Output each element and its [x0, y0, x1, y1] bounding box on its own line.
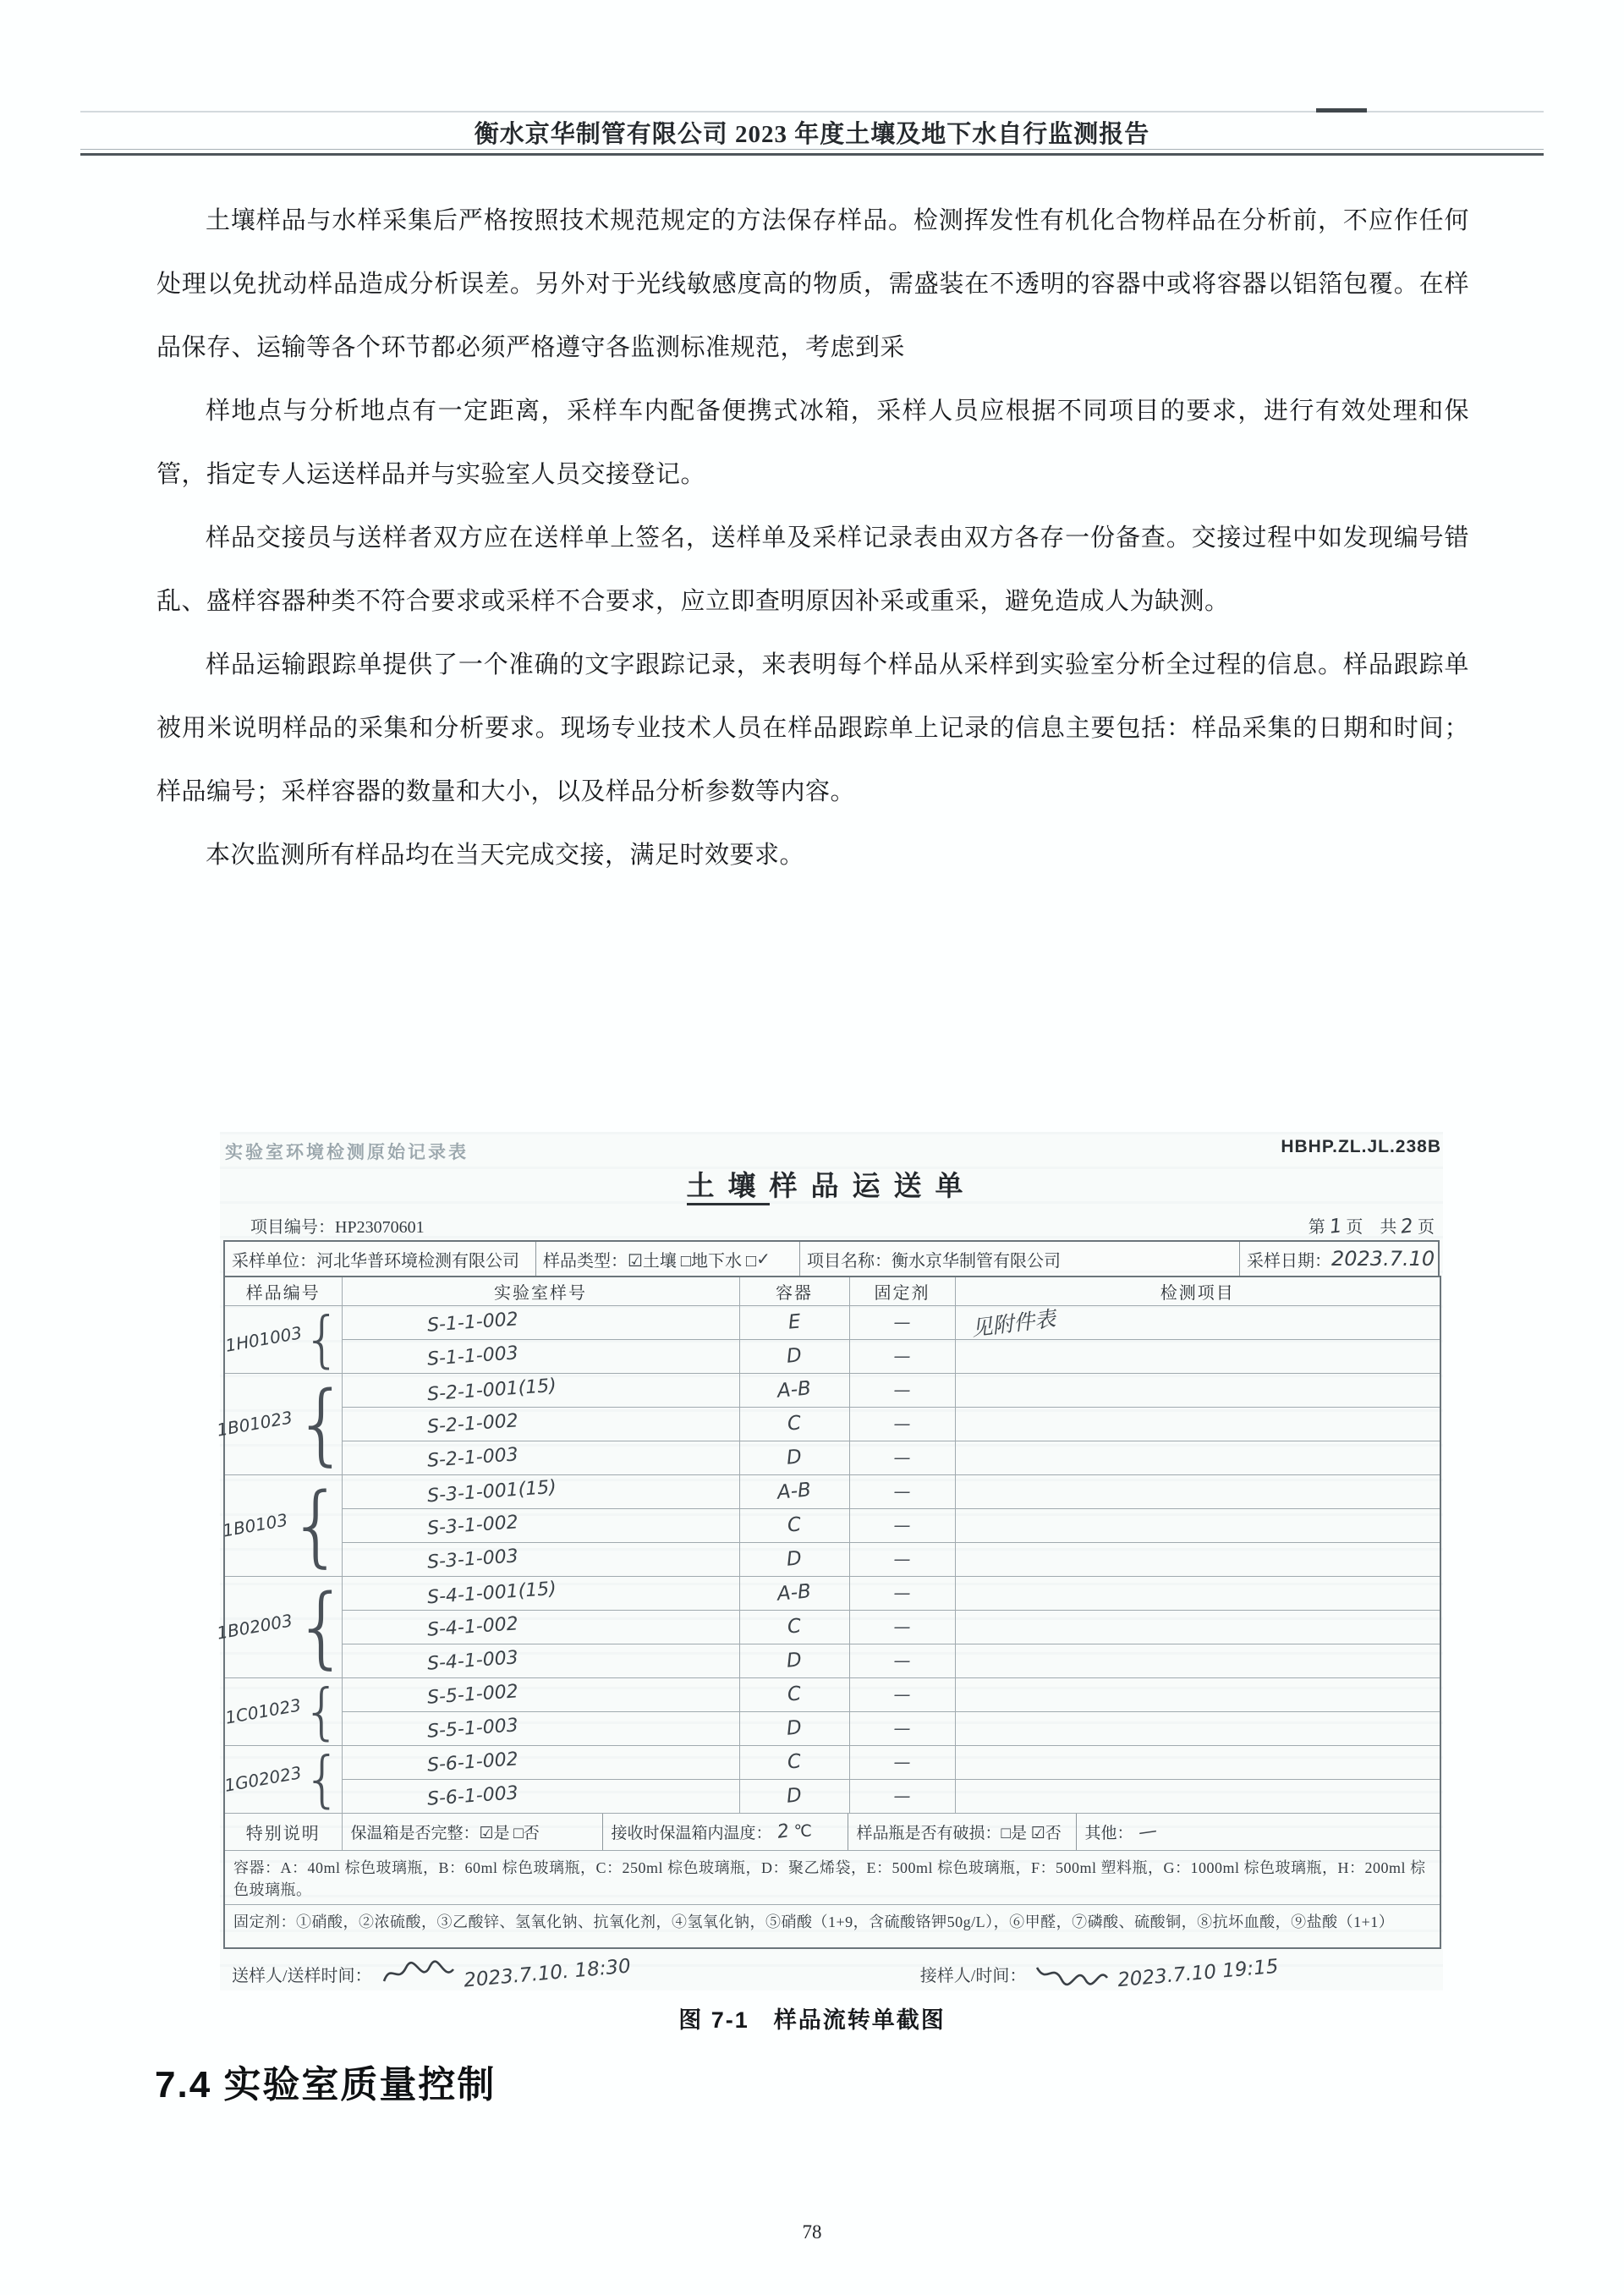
- fixative-cell: —: [849, 1508, 955, 1542]
- sample-table: [215, 1276, 1441, 1949]
- container-cell: C: [739, 1677, 849, 1711]
- page-info-total-hw: 2: [1400, 1215, 1415, 1238]
- detect-items-cell: [955, 1576, 1440, 1610]
- sample-id-group-cell: [224, 1677, 342, 1745]
- detect-items-cell: [955, 1542, 1440, 1576]
- table-row: [224, 1508, 1440, 1542]
- detect-items-cell: [955, 1407, 1440, 1441]
- other-note: [1077, 1814, 1440, 1850]
- table-row: [224, 1711, 1440, 1745]
- lab-no-cell: S-2-1-003: [342, 1441, 739, 1474]
- table-row: [224, 1745, 1440, 1779]
- table-row: [224, 1373, 1440, 1407]
- group-brace: {: [294, 1372, 350, 1475]
- fixative-cell: —: [849, 1373, 955, 1407]
- table-row: [224, 1576, 1440, 1610]
- sampling-date-label: 采样日期：: [1247, 1251, 1331, 1271]
- col-fixative: 固定剂: [849, 1277, 955, 1305]
- container-cell: D: [739, 1711, 849, 1745]
- container-cell: D: [739, 1644, 849, 1677]
- sample-id-handwritten: 1B01023: [215, 1407, 294, 1441]
- form-info-row: [223, 1240, 1440, 1276]
- receiver-label: 接样人/时间：: [919, 1966, 1027, 1985]
- fixative-cell: —: [849, 1610, 955, 1644]
- sample-id-group-cell: [224, 1305, 342, 1373]
- sender-signature-block: [232, 1955, 632, 1992]
- lab-no-cell: S-5-1-003: [342, 1711, 739, 1745]
- group-brace: {: [288, 1474, 345, 1577]
- lab-no-cell: S-3-1-002: [342, 1508, 739, 1542]
- page-info-post: 页: [1418, 1218, 1435, 1237]
- lab-no-cell: S-1-1-003: [342, 1339, 739, 1373]
- container-cell: E: [739, 1305, 849, 1339]
- receiver-datetime-handwritten: 2023.7.10 19:15: [1116, 1955, 1280, 1992]
- sample-id-group-cell: [224, 1745, 342, 1813]
- fixative-cell: —: [849, 1339, 955, 1373]
- sample-id-group-cell: [221, 1474, 345, 1577]
- paragraph: 样品运输跟踪单提供了一个准确的文字跟踪记录，来表明每个样品从采样到实验室分析全过程的信息。样品跟踪单被用米说明样品的采集和分析要求。现场专业技术人员在样品跟踪单上记录的信息主要包括：样品采集的日期和时间；样品编号；采样容器的数量和大小，以及样品分析参数等内容。: [156, 651, 1469, 805]
- lab-no-cell: S-4-1-001(15): [342, 1576, 739, 1610]
- paragraph: 本次监测所有样品均在当天完成交接，满足时效要求。: [206, 842, 805, 869]
- detect-items-cell: [955, 1677, 1440, 1711]
- col-items: 检测项目: [955, 1277, 1440, 1305]
- lab-no-cell: S-6-1-002: [342, 1745, 739, 1779]
- container-cell: D: [739, 1542, 849, 1576]
- header-scan-dash: [1316, 108, 1367, 113]
- scanned-sample-transport-form: [215, 1132, 1443, 1992]
- sender-label: 送样人/送样时间：: [232, 1966, 372, 1985]
- sample-type-handwritten-check: ✓: [756, 1249, 771, 1269]
- special-note-label: 特别说明: [224, 1813, 342, 1850]
- header-rule-thin: [80, 149, 1544, 150]
- receiver-signature-block: [919, 1955, 1280, 1992]
- detect-items-cell: [955, 1474, 1440, 1508]
- container-cell: C: [739, 1508, 849, 1542]
- container-cell: C: [739, 1407, 849, 1441]
- temperature-unit: ℃: [793, 1822, 812, 1841]
- sampling-date-cell: [1240, 1242, 1438, 1276]
- lab-no-cell: S-4-1-002: [342, 1610, 739, 1644]
- fixative-cell: —: [849, 1677, 955, 1711]
- other-label: 其他：: [1084, 1824, 1133, 1842]
- col-sample-id: 样品编号: [224, 1277, 342, 1305]
- lab-no-cell: S-6-1-003: [342, 1779, 739, 1813]
- sample-type-text: 样品类型：☑土壤 □地下水 □: [543, 1251, 757, 1271]
- detect-items-cell: [955, 1441, 1440, 1474]
- paragraph: 土壤样品与水样采集后严格按照技术规范规定的方法保存样品。检测挥发性有机化合物样品在分析前，不应作任何处理以免扰动样品造成分析误差。另外对于光线敏感度高的物质，需盛装在不透明的容器中或将容器以铝箔包覆。在样品保存、运输等各个环节都必须严格遵守各监测标准规范，考虑到采: [156, 207, 1469, 361]
- sample-type-cell: [536, 1242, 800, 1276]
- detect-items-cell: [955, 1644, 1440, 1677]
- special-note-row: [224, 1813, 1440, 1850]
- fixative-cell: —: [849, 1542, 955, 1576]
- table-row: [224, 1339, 1440, 1373]
- paragraph: 样地点与分析地点有一定距离，采样车内配备便携式冰箱，采样人员应根据不同项目的要求，进行有效处理和保管，指定专人运送样品并与实验室人员交接登记。: [156, 398, 1469, 488]
- lab-no-cell: S-2-1-002: [342, 1407, 739, 1441]
- form-title: [220, 1164, 1443, 1204]
- project-number: 项目编号：HP23070601: [250, 1218, 425, 1237]
- detect-items-cell: [955, 1779, 1440, 1813]
- sender-signature-scribble: [379, 1959, 457, 1988]
- detect-items-cell: [955, 1508, 1440, 1542]
- table-row: [224, 1407, 1440, 1441]
- lab-no-cell: S-1-1-002: [342, 1305, 739, 1339]
- table-row: [224, 1779, 1440, 1813]
- container-cell: C: [739, 1610, 849, 1644]
- fixative-legend: 固定剂：①硝酸，②浓硫酸，③乙酸锌、氢氧化钠、抗氧化剂，④氢氧化钠，⑤硝酸（1+9，含硫酸铬钾50g/L），⑥甲醛，⑦磷酸、硫酸铜，⑧抗坏血酸，⑨盐酸（1+1）: [224, 1904, 1440, 1948]
- table-row: [224, 1474, 1440, 1508]
- bottle-damage: 样品瓶是否有破损：□是 ☑否: [848, 1814, 1077, 1850]
- table-row: [224, 1677, 1440, 1711]
- fixative-cell: —: [849, 1779, 955, 1813]
- col-lab-no: 实验室样号: [342, 1277, 739, 1305]
- container-cell: A-B: [739, 1474, 849, 1508]
- sampling-unit-cell: 采样单位：河北华普环境检测有限公司: [225, 1242, 536, 1276]
- container-cell: D: [739, 1441, 849, 1474]
- form-project-row: [250, 1213, 1435, 1238]
- fixative-cell: —: [849, 1576, 955, 1610]
- receiver-signature-scribble: [1033, 1959, 1111, 1988]
- container-legend: 容器：A：40ml 棕色玻璃瓶，B：60ml 棕色玻璃瓶，C：250ml 棕色玻璃瓶，D：聚乙烯袋，E：500ml 棕色玻璃瓶，F：500ml 塑料瓶，G：1000ml 棕色玻璃瓶，H：200ml 棕色玻璃瓶。: [224, 1850, 1440, 1904]
- group-brace: {: [303, 1304, 342, 1375]
- container-cell: A-B: [739, 1373, 849, 1407]
- sample-id-handwritten: 1B02003: [215, 1610, 294, 1644]
- cooler-integrity: 保温箱是否完整：☑是 □否: [343, 1814, 603, 1850]
- page-number: 78: [802, 2221, 822, 2243]
- fixative-legend-row: [224, 1904, 1440, 1948]
- fixative-cell: —: [849, 1407, 955, 1441]
- group-brace: {: [294, 1575, 350, 1678]
- sample-table-header-row: [224, 1277, 1440, 1305]
- container-cell: D: [739, 1779, 849, 1813]
- lab-no-cell: S-2-1-001(15): [342, 1373, 739, 1407]
- sender-datetime-handwritten: 2023.7.10. 18:30: [462, 1955, 632, 1992]
- lab-no-cell: S-4-1-003: [342, 1644, 739, 1677]
- table-row: [224, 1610, 1440, 1644]
- container-cell: A-B: [739, 1576, 849, 1610]
- sample-id-handwritten: 1C01023: [223, 1694, 303, 1728]
- project-name-cell: 项目名称：衡水京华制管有限公司: [800, 1242, 1240, 1276]
- detect-items-cell: [955, 1373, 1440, 1407]
- fixative-cell: —: [849, 1441, 955, 1474]
- temperature-handwritten: 2: [775, 1820, 791, 1843]
- running-header-title: 衡水京华制管有限公司 2023 年度土壤及地下水自行监测报告: [474, 121, 1150, 148]
- detect-items-cell: [955, 1711, 1440, 1745]
- fixative-cell: —: [849, 1305, 955, 1339]
- lab-no-cell: S-5-1-002: [342, 1677, 739, 1711]
- group-brace: {: [303, 1743, 343, 1815]
- form-doc-label: 实验室环境检测原始记录表: [225, 1142, 469, 1162]
- lab-no-cell: S-3-1-003: [342, 1542, 739, 1576]
- sample-id-group-cell: [215, 1575, 350, 1678]
- detect-items-cell: [955, 1610, 1440, 1644]
- sample-id-group-cell: [215, 1372, 350, 1475]
- table-row: [224, 1644, 1440, 1677]
- cooler-temperature: [603, 1814, 848, 1850]
- page-info-pre: 第: [1308, 1218, 1325, 1237]
- fixative-cell: —: [849, 1711, 955, 1745]
- group-brace: {: [302, 1676, 342, 1747]
- fixative-cell: —: [849, 1474, 955, 1508]
- form-title-rest: 样品运送单: [769, 1172, 977, 1202]
- table-row: [224, 1542, 1440, 1576]
- form-doc-code: HBHP.ZL.JL.238B: [1281, 1137, 1441, 1156]
- form-page-info: [1309, 1213, 1435, 1238]
- section-heading: 7.4 实验室质量控制: [155, 2064, 497, 2106]
- special-note-content: [342, 1813, 1440, 1850]
- sampling-date-handwritten: 2023.7.10: [1331, 1247, 1435, 1271]
- lab-no-cell: S-3-1-001(15): [342, 1474, 739, 1508]
- col-container: 容器: [739, 1277, 849, 1305]
- detect-items-cell: [955, 1339, 1440, 1373]
- container-legend-row: [224, 1850, 1440, 1904]
- container-cell: D: [739, 1339, 849, 1373]
- fixative-cell: —: [849, 1644, 955, 1677]
- paragraph: 样品交接员与送样者双方应在送样单上签名，送样单及采样记录表由双方各存一份备查。交接过程中如发现编号错乱、盛样容器种类不符合要求或采样不合要求，应立即查明原因补采或重采，避免造成人为缺测。: [156, 524, 1469, 615]
- page-info-current-hw: 1: [1328, 1215, 1343, 1238]
- table-row: [224, 1305, 1440, 1339]
- form-title-underlined: 土壤: [687, 1172, 770, 1205]
- header-rule-thick: [80, 153, 1544, 156]
- signature-row: [232, 1955, 1431, 1992]
- table-row: [224, 1441, 1440, 1474]
- sample-id-handwritten: 1B0103: [221, 1509, 289, 1541]
- container-cell: C: [739, 1745, 849, 1779]
- temperature-label: 接收时保温箱内温度：: [611, 1824, 772, 1842]
- figure-caption: 图 7-1 样品流转单截图: [678, 2007, 946, 2033]
- detect-items-cell: 见附件表: [955, 1305, 1440, 1339]
- sample-id-handwritten: 1H01003: [223, 1322, 304, 1356]
- page-info-mid: 页 共: [1346, 1218, 1397, 1237]
- fixative-cell: —: [849, 1745, 955, 1779]
- detect-items-cell: [955, 1745, 1440, 1779]
- body-text: [156, 189, 1469, 887]
- other-handwritten: —: [1136, 1820, 1159, 1843]
- sample-id-handwritten: 1G02023: [223, 1762, 304, 1796]
